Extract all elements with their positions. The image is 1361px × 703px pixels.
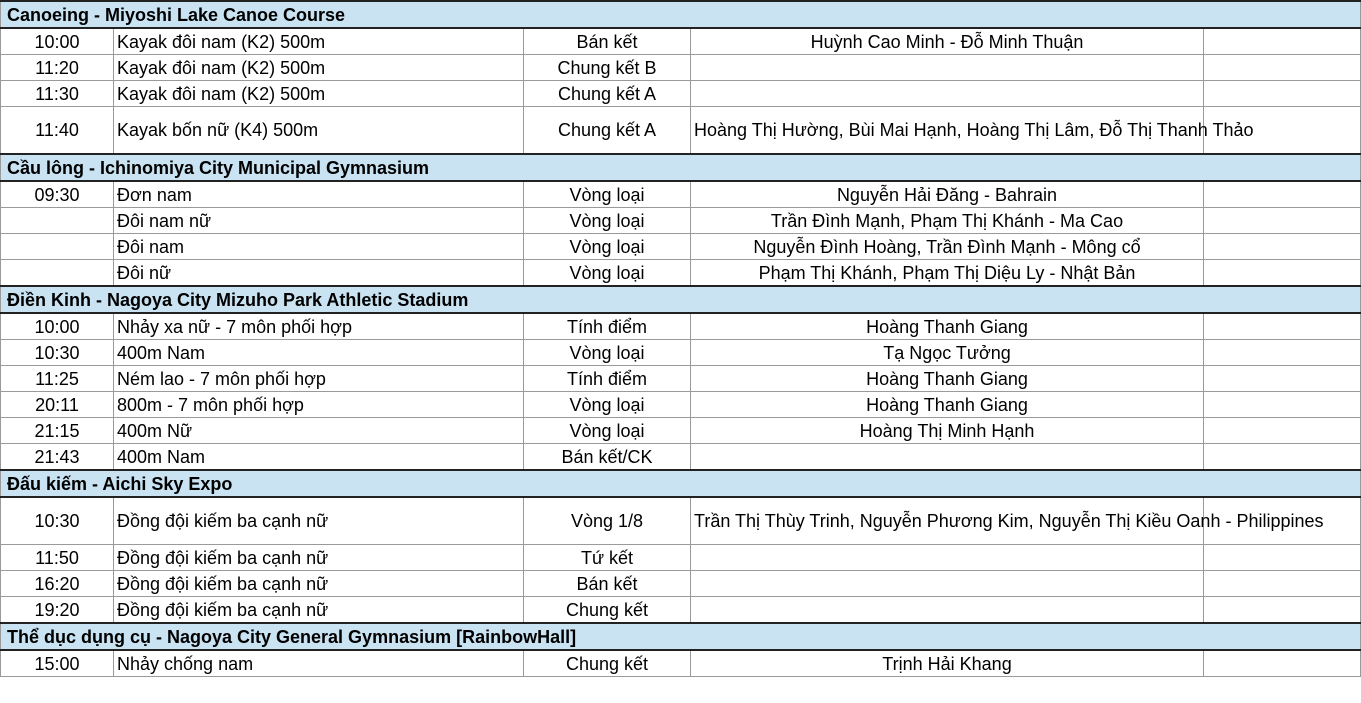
event-cell[interactable]: Nhảy chống nam [114,650,524,677]
table-row [1,28,1361,55]
section-title[interactable]: Cầu lông - Ichinomiya City Municipal Gymnasium [1,154,1361,181]
table-row [1,418,1361,444]
round-cell[interactable]: Tính điểm [524,313,691,340]
event-cell[interactable]: Kayak đôi nam (K2) 500m [114,28,524,55]
extra-cell[interactable] [1204,650,1361,677]
event-cell[interactable]: 400m Nữ [114,418,524,444]
extra-cell[interactable] [1204,418,1361,444]
time-cell[interactable]: 11:40 [1,107,114,155]
table-row [1,545,1361,571]
table-row [1,107,1361,155]
time-cell[interactable] [1,260,114,287]
round-cell[interactable]: Chung kết [524,597,691,624]
time-cell[interactable]: 21:15 [1,418,114,444]
athletes-cell[interactable] [691,55,1204,81]
section-header [1,286,1361,313]
event-cell[interactable]: Đơn nam [114,181,524,208]
table-row [1,392,1361,418]
event-cell[interactable]: Kayak đôi nam (K2) 500m [114,55,524,81]
event-cell[interactable]: Đồng đội kiếm ba cạnh nữ [114,545,524,571]
time-cell[interactable]: 10:30 [1,497,114,545]
table-row [1,497,1361,545]
schedule-body [1,1,1361,677]
extra-cell[interactable] [1204,234,1361,260]
event-cell[interactable]: Đồng đội kiếm ba cạnh nữ [114,597,524,624]
athletes-cell[interactable]: Phạm Thị Khánh, Phạm Thị Diệu Ly - Nhật Bản [691,260,1204,287]
event-cell[interactable]: Đồng đội kiếm ba cạnh nữ [114,497,524,545]
time-cell[interactable] [1,208,114,234]
time-cell[interactable]: 11:25 [1,366,114,392]
extra-cell[interactable] [1204,340,1361,366]
extra-cell[interactable] [1204,55,1361,81]
time-cell[interactable]: 21:43 [1,444,114,471]
event-cell[interactable]: Đôi nam nữ [114,208,524,234]
event-cell[interactable]: 800m - 7 môn phối hợp [114,392,524,418]
table-row [1,366,1361,392]
athletes-cell[interactable] [691,81,1204,107]
round-cell[interactable]: Vòng loại [524,392,691,418]
section-title[interactable]: Thể dục dụng cụ - Nagoya City General Gymnasium [RainbowHall] [1,623,1361,650]
section-header [1,470,1361,497]
section-header [1,623,1361,650]
time-cell[interactable]: 10:00 [1,313,114,340]
athletes-cell[interactable]: Hoàng Thanh Giang [691,392,1204,418]
event-cell[interactable]: Đôi nam [114,234,524,260]
athletes-cell[interactable]: Hoàng Thị Hường, Bùi Mai Hạnh, Hoàng Thị Lâm, Đỗ Thị Thanh Thảo [691,107,1204,155]
event-cell[interactable]: Kayak bốn nữ (K4) 500m [114,107,524,155]
table-row [1,313,1361,340]
round-cell[interactable]: Bán kết/CK [524,444,691,471]
table-row [1,571,1361,597]
table-row [1,650,1361,677]
athletes-cell[interactable]: Trần Đình Mạnh, Phạm Thị Khánh - Ma Cao [691,208,1204,234]
table-row [1,208,1361,234]
round-cell[interactable]: Tính điểm [524,366,691,392]
extra-cell[interactable] [1204,181,1361,208]
athletes-cell[interactable]: Trần Thị Thùy Trinh, Nguyễn Phương Kim, Nguyễn Thị Kiều Oanh - Philippines [691,497,1204,545]
event-cell[interactable]: 400m Nam [114,444,524,471]
time-cell[interactable]: 19:20 [1,597,114,624]
time-cell[interactable]: 09:30 [1,181,114,208]
round-cell[interactable]: Chung kết B [524,55,691,81]
athletes-cell[interactable] [691,545,1204,571]
round-cell[interactable]: Vòng loại [524,208,691,234]
table-row [1,340,1361,366]
round-cell[interactable]: Vòng 1/8 [524,497,691,545]
table-row [1,55,1361,81]
section-title[interactable]: Điền Kinh - Nagoya City Mizuho Park Athletic Stadium [1,286,1361,313]
extra-cell[interactable] [1204,392,1361,418]
event-cell[interactable]: 400m Nam [114,340,524,366]
extra-cell[interactable] [1204,444,1361,471]
extra-cell[interactable] [1204,571,1361,597]
round-cell[interactable]: Chung kết [524,650,691,677]
section-title[interactable]: Canoeing - Miyoshi Lake Canoe Course [1,1,1361,28]
time-cell[interactable]: 20:11 [1,392,114,418]
extra-cell[interactable] [1204,313,1361,340]
table-row [1,597,1361,624]
athletes-cell[interactable]: Trịnh Hải Khang [691,650,1204,677]
round-cell[interactable]: Vòng loại [524,181,691,208]
time-cell[interactable]: 11:20 [1,55,114,81]
event-cell[interactable]: Nhảy xa nữ - 7 môn phối hợp [114,313,524,340]
section-header [1,154,1361,181]
athletes-cell[interactable]: Nguyễn Đình Hoàng, Trần Đình Mạnh - Mông cổ [691,234,1204,260]
round-cell[interactable]: Vòng loại [524,340,691,366]
extra-cell[interactable] [1204,597,1361,624]
time-cell[interactable]: 15:00 [1,650,114,677]
round-cell[interactable]: Bán kết [524,571,691,597]
event-cell[interactable]: Ném lao - 7 môn phối hợp [114,366,524,392]
extra-cell[interactable] [1204,28,1361,55]
athletes-cell[interactable]: Nguyễn Hải Đăng - Bahrain [691,181,1204,208]
table-row [1,260,1361,287]
round-cell[interactable]: Vòng loại [524,418,691,444]
time-cell[interactable] [1,234,114,260]
table-row [1,81,1361,107]
round-cell[interactable]: Vòng loại [524,234,691,260]
athletes-cell[interactable]: Huỳnh Cao Minh - Đỗ Minh Thuận [691,28,1204,55]
athletes-cell[interactable] [691,571,1204,597]
athletes-cell[interactable] [691,444,1204,471]
athletes-cell[interactable]: Hoàng Thanh Giang [691,366,1204,392]
athletes-cell[interactable] [691,597,1204,624]
table-row [1,234,1361,260]
time-cell[interactable]: 16:20 [1,571,114,597]
time-cell[interactable]: 11:30 [1,81,114,107]
event-cell[interactable]: Kayak đôi nam (K2) 500m [114,81,524,107]
table-row [1,181,1361,208]
athletes-cell[interactable]: Hoàng Thị Minh Hạnh [691,418,1204,444]
time-cell[interactable]: 10:30 [1,340,114,366]
athletes-cell[interactable]: Tạ Ngọc Tưởng [691,340,1204,366]
athletes-cell[interactable]: Hoàng Thanh Giang [691,313,1204,340]
extra-cell[interactable] [1204,366,1361,392]
time-cell[interactable]: 10:00 [1,28,114,55]
table-row [1,444,1361,471]
event-cell[interactable]: Đôi nữ [114,260,524,287]
time-cell[interactable]: 11:50 [1,545,114,571]
round-cell[interactable]: Vòng loại [524,260,691,287]
extra-cell[interactable] [1204,81,1361,107]
round-cell[interactable]: Bán kết [524,28,691,55]
round-cell[interactable]: Tứ kết [524,545,691,571]
section-title[interactable]: Đấu kiếm - Aichi Sky Expo [1,470,1361,497]
extra-cell[interactable] [1204,545,1361,571]
event-cell[interactable]: Đồng đội kiếm ba cạnh nữ [114,571,524,597]
extra-cell[interactable] [1204,208,1361,234]
section-header [1,1,1361,28]
extra-cell[interactable] [1204,260,1361,287]
round-cell[interactable]: Chung kết A [524,81,691,107]
round-cell[interactable]: Chung kết A [524,107,691,155]
